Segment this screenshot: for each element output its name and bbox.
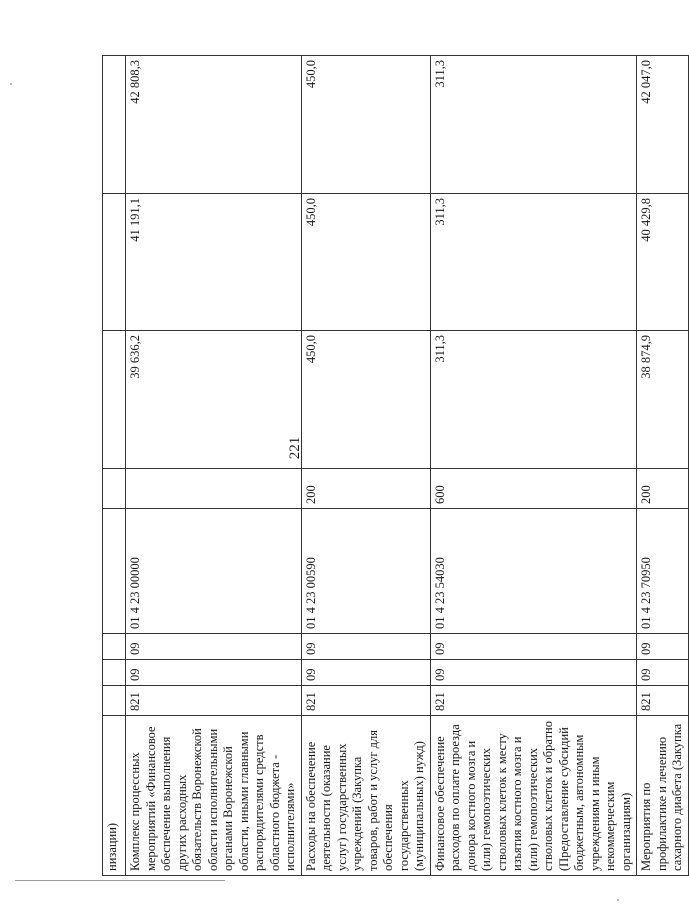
amount-year2-cell: 41 191,1 xyxy=(126,194,302,331)
rz-code-cell: 09 xyxy=(301,660,430,686)
budget-table xyxy=(102,55,689,876)
budget-table-rotated xyxy=(102,56,684,876)
empty-cell xyxy=(103,660,126,686)
row-name-cell: Комплекс процессных мероприятий «Финансовое обеспечение выполнения других расходных обязательств Воронежской области исполнительными органами Воронежской области, иными главными распорядителями средств областного бюджета - исполнителями» xyxy=(126,716,302,876)
vr-code-cell: 200 xyxy=(637,469,689,509)
amount-year1-cell: 39 636,2 xyxy=(126,331,302,469)
vr-code-cell: 600 xyxy=(430,469,637,509)
rz-code-cell: 09 xyxy=(126,660,302,686)
table-row xyxy=(126,56,302,876)
empty-cell xyxy=(103,634,126,660)
empty-cell xyxy=(103,469,126,509)
row-name-cell: Расходы на обеспечение деятельности (оказание услуг) государственных учреждений (Закупка товаров, работ и услуг для обеспечения государственных (муниципальных) нужд) xyxy=(301,716,430,876)
csr-code-cell: 01 4 23 00000 xyxy=(126,509,302,634)
amount-year3-cell: 42 808,3 xyxy=(126,56,302,194)
pr-code-cell: 09 xyxy=(430,634,637,660)
pr-code-cell: 09 xyxy=(126,634,302,660)
vr-code-cell xyxy=(126,469,302,509)
vr-code-cell: 200 xyxy=(301,469,430,509)
amount-year1-cell: 311,3 xyxy=(430,331,637,469)
amount-year1-cell: 38 874,9 xyxy=(637,331,689,469)
empty-cell xyxy=(103,509,126,634)
amount-year1-cell: 450,0 xyxy=(301,331,430,469)
amount-year2-cell: 311,3 xyxy=(430,194,637,331)
amount-year3-cell: 311,3 xyxy=(430,56,637,194)
rotated-table-frame xyxy=(102,56,684,876)
empty-cell xyxy=(103,686,126,716)
scan-speck xyxy=(10,83,12,85)
page-number: 221 xyxy=(287,436,303,460)
amount-year3-cell: 42 047,0 xyxy=(637,56,689,194)
gr-code-cell: 821 xyxy=(430,686,637,716)
table-row xyxy=(301,56,430,876)
rz-code-cell: 09 xyxy=(637,660,689,686)
csr-code-cell: 01 4 23 00590 xyxy=(301,509,430,634)
gr-code-cell: 821 xyxy=(637,686,689,716)
footer-divider xyxy=(15,880,225,881)
csr-code-cell: 01 4 23 70950 xyxy=(637,509,689,634)
amount-year2-cell: 40 429,8 xyxy=(637,194,689,331)
continued-name-cell: низации) xyxy=(103,716,126,876)
scan-speck xyxy=(617,899,619,901)
empty-cell xyxy=(103,194,126,331)
row-name-cell: Финансовое обеспечение расходов по оплате проезда донора костного мозга и (или) гемопоэтических стволовых клеток к месту изъятия костного мозга и (или) гемопоэтических стволовых клеток и обратно (Предоставление субсидий бюджетным, автономным учреждениям и иным некоммерческим организациям) xyxy=(430,716,637,876)
table-row-continuation xyxy=(103,56,126,876)
table-row xyxy=(637,56,689,876)
rz-code-cell: 09 xyxy=(430,660,637,686)
row-name-cell: Мероприятия по профилактике и лечению сахарного диабета (Закупка xyxy=(637,716,689,876)
empty-cell xyxy=(103,56,126,194)
gr-code-cell: 821 xyxy=(126,686,302,716)
amount-year3-cell: 450,0 xyxy=(301,56,430,194)
pr-code-cell: 09 xyxy=(301,634,430,660)
table-row xyxy=(430,56,637,876)
amount-year2-cell: 450,0 xyxy=(301,194,430,331)
empty-cell xyxy=(103,331,126,469)
gr-code-cell: 821 xyxy=(301,686,430,716)
pr-code-cell: 09 xyxy=(637,634,689,660)
csr-code-cell: 01 4 23 54030 xyxy=(430,509,637,634)
